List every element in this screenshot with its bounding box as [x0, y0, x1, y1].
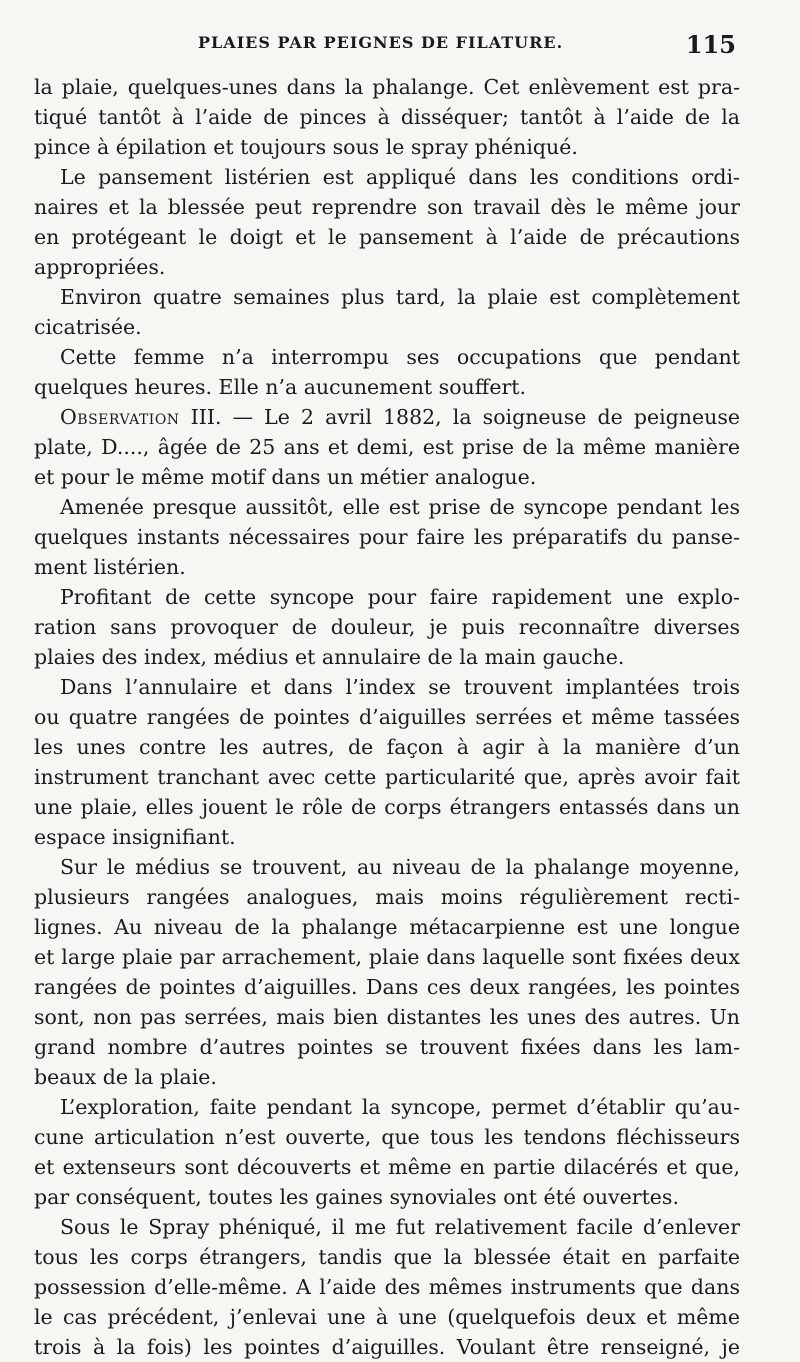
text-line: cicatrisée.	[34, 315, 142, 339]
text-line: plate, D...., âgée de 25 ans et demi, est prise de la même manière	[34, 435, 740, 459]
text-line: et extenseurs sont découverts et même en partie dilacérés et que,	[34, 1155, 740, 1179]
text-line: plusieurs rangées analogues, mais moins régulièrement recti-	[34, 885, 740, 909]
text-line: la plaie, quelques-unes dans la phalange. Cet enlèvement est pra-	[34, 75, 740, 99]
text-line: possession d’elle-même. A l’aide des mêmes instruments que dans	[34, 1275, 740, 1299]
text-line: le cas précédent, j’enlevai une à une (quelquefois deux et même	[34, 1305, 740, 1329]
text-line: instrument tranchant avec cette particularité que, après avoir fait	[34, 765, 740, 789]
text-line: ration sans provoquer de douleur, je puis reconnaître diverses	[34, 615, 740, 639]
text-line: beaux de la plaie.	[34, 1065, 217, 1089]
text-line: rangées de pointes d’aiguilles. Dans ces deux rangées, les pointes	[34, 975, 740, 999]
text-line: sont, non pas serrées, mais bien distantes les unes des autres. Un	[34, 1005, 740, 1029]
text-line: Sous le Spray phéniqué, il me fut relativement facile d’enlever	[60, 1215, 740, 1239]
text-line: Sur le médius se trouvent, au niveau de la phalange moyenne,	[60, 855, 740, 879]
text-line: cune articulation n’est ouverte, que tous les tendons fléchisseurs	[34, 1125, 740, 1149]
text-line: et pour le même motif dans un métier analogue.	[34, 465, 537, 489]
text-line: L’exploration, faite pendant la syncope, permet d’établir qu’au-	[60, 1095, 740, 1119]
text-line: par conséquent, toutes les gaines synoviales ont été ouvertes.	[34, 1185, 679, 1209]
text-line: trois à la fois) les pointes d’aiguilles. Voulant être renseigné, je	[34, 1335, 740, 1359]
text-line: Cette femme n’a interrompu ses occupations que pendant	[60, 345, 740, 369]
text-line: et large plaie par arrachement, plaie dans laquelle sont fixées deux	[34, 945, 740, 969]
text-line: pince à épilation et toujours sous le spray phéniqué.	[34, 135, 578, 159]
text-line: Dans l’annulaire et dans l’index se trouvent implantées trois	[60, 675, 740, 699]
text-line: les unes contre les autres, de façon à agir à la manière d’un	[34, 735, 740, 759]
observation-label: Observation	[60, 405, 180, 429]
text-line: appropriées.	[34, 255, 166, 279]
text-line: ou quatre rangées de pointes d’aiguilles serrées et même tassées	[34, 705, 740, 729]
text-line: Environ quatre semaines plus tard, la plaie est complètement	[60, 285, 740, 309]
text-line: ment listérien.	[34, 555, 186, 579]
text-line: une plaie, elles jouent le rôle de corps étrangers entassés dans un	[34, 795, 740, 819]
text-line: naires et la blessée peut reprendre son travail dès le même jour	[34, 195, 740, 219]
text-line: espace insignifiant.	[34, 825, 236, 849]
text-line: Profitant de cette syncope pour faire rapidement une explo-	[60, 585, 740, 609]
text-line: Amenée presque aussitôt, elle est prise de syncope pendant les	[60, 495, 740, 519]
page-number: 115	[685, 30, 736, 59]
text-line: quelques instants nécessaires pour faire les préparatifs du panse-	[34, 525, 740, 549]
running-title: PLAIES PAR PEIGNES DE FILATURE.	[198, 33, 564, 52]
text-line: tous les corps étrangers, tandis que la blessée était en parfaite	[34, 1245, 740, 1269]
text-line: tiqué tantôt à l’aide de pinces à disséquer; tantôt à l’aide de la	[34, 105, 740, 129]
text-line: plaies des index, médius et annulaire de la main gauche.	[34, 645, 625, 669]
text-line: quelques heures. Elle n’a aucunement souffert.	[34, 375, 526, 399]
text-line: Le pansement listérien est appliqué dans les conditions ordi-	[60, 165, 740, 189]
text-line: lignes. Au niveau de la phalange métacarpienne est une longue	[34, 915, 740, 939]
running-head	[60, 30, 736, 59]
text-line: Observation III. — Le 2 avril 1882, la soigneuse de peigneuse	[60, 405, 740, 429]
text-line: grand nombre d’autres pointes se trouvent fixées dans les lam-	[34, 1035, 740, 1059]
text-line: en protégeant le doigt et le pansement à l’aide de précautions	[34, 225, 740, 249]
